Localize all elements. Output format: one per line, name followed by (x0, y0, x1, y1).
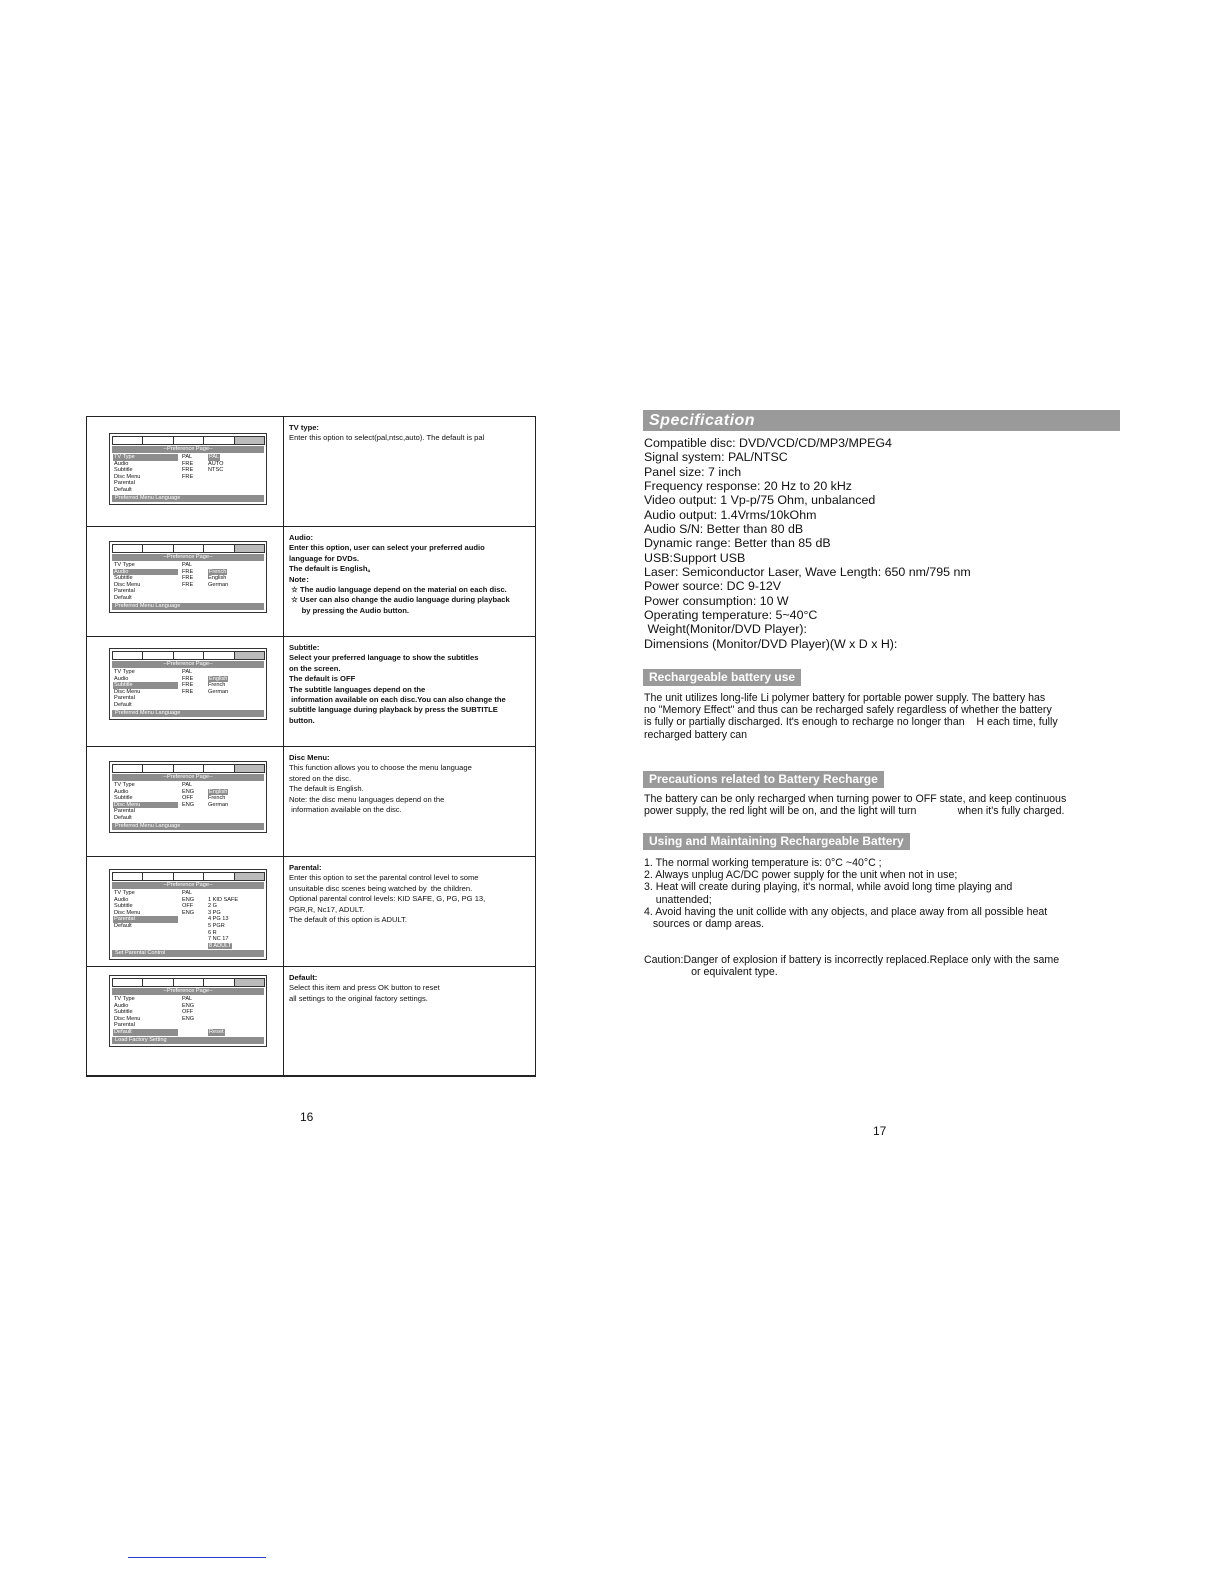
table-row (87, 857, 535, 967)
osd-item (112, 916, 264, 923)
osd-item (112, 1003, 264, 1010)
row-description-line: Optional parental control levels: KID SAFE, G, PG, PG 13, (289, 894, 486, 904)
osd-tab (203, 764, 234, 773)
osd-item-label: Subtitle (114, 467, 133, 474)
osd-banner: --Preference Page-- (112, 661, 264, 668)
osd-item (112, 676, 264, 683)
row-description (289, 533, 529, 616)
osd-item (112, 789, 264, 796)
osd-item-option: AUTO (208, 460, 224, 467)
table-row (87, 967, 535, 1077)
osd-item-label: Audio (114, 460, 129, 467)
osd-tab (112, 436, 143, 445)
osd-item (112, 1029, 264, 1036)
maintaining-text (644, 857, 1047, 930)
row-title: Subtitle: (289, 643, 320, 652)
paragraph-line: is fully or partially discharged. It's enough to recharge no longer than H each time, fully (644, 716, 1058, 729)
maintaining-heading: Using and Maintaining Rechargeable Battery (643, 833, 910, 850)
row-description (289, 643, 529, 726)
osd-item-option: French (209, 568, 227, 575)
osd-footer: Set Parental Control (112, 950, 264, 957)
osd-item-option: German (208, 688, 229, 695)
osd-item-option: 1 KID SAFE (208, 896, 239, 903)
osd-tab (234, 764, 265, 773)
osd-tab (173, 436, 204, 445)
column-divider (283, 417, 284, 526)
row-description (289, 863, 529, 925)
osd-item (112, 487, 264, 494)
row-description (289, 973, 529, 1004)
osd-banner: --Preference Page-- (112, 446, 264, 453)
osd-item-option: German (208, 581, 229, 588)
row-description-line: stored on the disc. (289, 773, 352, 783)
table-row (87, 417, 535, 527)
osd-item (112, 782, 264, 789)
osd-item-value: PAL (182, 454, 193, 460)
osd-item-label: TV Type (114, 890, 135, 896)
osd-item (112, 480, 264, 487)
osd-item-value: ENG (182, 896, 195, 903)
osd-item-label: Parental (114, 480, 135, 487)
row-description-line: button. (289, 715, 315, 725)
row-description (289, 753, 529, 815)
osd-items (112, 669, 264, 709)
osd-screen (109, 975, 267, 1047)
row-description (289, 423, 529, 444)
osd-screen (109, 761, 267, 833)
column-divider (283, 747, 284, 856)
osd-item (112, 461, 264, 468)
row-description-line: information available on each disc.You can also change the (289, 695, 506, 705)
osd-item-option: English (209, 675, 228, 682)
osd-footer: Preferred Menu Language (112, 823, 264, 830)
osd-item-value: FRE (182, 467, 194, 474)
osd-item (112, 903, 264, 910)
osd-item-option: German (208, 801, 229, 808)
table-row (87, 527, 535, 637)
precautions-heading: Precautions related to Battery Recharge (643, 771, 884, 788)
osd-item-value: OFF (182, 795, 194, 802)
osd-item-value: ENG (182, 801, 195, 808)
page-number-right: 17 (873, 1124, 887, 1138)
osd-tab (203, 544, 234, 553)
osd-item (112, 808, 264, 815)
row-description-line: PGR,R, Nc17, ADULT. (289, 904, 365, 914)
osd-item (112, 669, 264, 676)
osd-item-option: French (208, 795, 226, 802)
osd-tab (142, 544, 173, 553)
table-row (87, 747, 535, 857)
osd-tab (203, 436, 234, 445)
osd-tab (142, 872, 173, 881)
osd-tab (234, 436, 265, 445)
paragraph-line: The battery can be only recharged when turning power to OFF state, and keep continuous (644, 793, 1067, 805)
osd-item-label: Default (114, 594, 132, 601)
osd-item-value: OFF (182, 1009, 194, 1016)
spec-item: Audio S/N: Better than 80 dB (644, 522, 804, 537)
page-number-left: 16 (300, 1110, 314, 1124)
osd-tab (234, 544, 265, 553)
table-row (87, 637, 535, 747)
osd-item-label: Subtitle (114, 903, 133, 910)
osd-tab (112, 978, 143, 987)
osd-item (112, 890, 264, 897)
spec-item: Operating temperature: 5~40°C (644, 608, 818, 623)
osd-item (112, 1009, 264, 1016)
osd-tab (173, 872, 204, 881)
osd-item-value: FRE (182, 688, 194, 695)
osd-item-value: OFF (182, 903, 194, 910)
osd-item-label: Audio (114, 896, 129, 903)
row-title: Disc Menu: (289, 753, 330, 762)
row-title: TV type: (289, 423, 319, 432)
row-title: Audio: (289, 533, 314, 542)
osd-items (112, 782, 264, 822)
osd-item (112, 923, 264, 930)
underline-decoration (128, 1557, 266, 1558)
osd-item-label: Disc Menu (114, 909, 141, 916)
osd-footer: Load Factory Setting (112, 1037, 264, 1044)
row-description-line: all settings to the original factory settings. (289, 993, 428, 1003)
osd-items (112, 454, 264, 494)
osd-item-label: Disc Menu (114, 1015, 141, 1022)
osd-item (112, 689, 264, 696)
osd-item (112, 695, 264, 702)
osd-tab (234, 651, 265, 660)
osd-tab (173, 651, 204, 660)
row-description-line: The default is OFF (289, 674, 356, 684)
osd-tab (142, 978, 173, 987)
osd-item (112, 897, 264, 904)
osd-tabs (112, 872, 264, 881)
osd-item-label: Audio (114, 788, 129, 795)
osd-tab (112, 544, 143, 553)
osd-item-label: Parental (114, 588, 135, 595)
osd-item (112, 802, 264, 809)
row-description-line: Select this item and press OK button to reset (289, 983, 440, 993)
osd-item-option: English (209, 788, 228, 795)
caution-text (644, 954, 1059, 978)
osd-item-value: FRE (182, 460, 194, 467)
osd-screen (109, 648, 267, 720)
osd-item (112, 595, 264, 602)
spec-item: Audio output: 1.4Vrms/10kOhm (644, 507, 817, 522)
osd-item-label: Default (113, 1029, 178, 1036)
paragraph-line: or equivalent type. (644, 966, 778, 979)
osd-tab (142, 436, 173, 445)
osd-tabs (112, 764, 264, 773)
osd-footer: Preferred Menu Language (112, 495, 264, 502)
osd-item-label: Disc Menu (113, 802, 178, 809)
osd-tabs (112, 544, 264, 553)
osd-item (112, 682, 264, 689)
spec-item: Panel size: 7 inch (644, 464, 742, 479)
osd-item-option: 4 PG 13 (208, 916, 229, 923)
spec-item: Dynamic range: Better than 85 dB (644, 536, 831, 551)
osd-item-label: Parental (114, 695, 135, 702)
osd-footer: Preferred Menu Language (112, 710, 264, 717)
row-description-line: Note： (289, 574, 314, 584)
osd-item (112, 575, 264, 582)
osd-tab (234, 872, 265, 881)
osd-item-option: 6 R (208, 929, 217, 936)
osd-tab (234, 978, 265, 987)
osd-item-value: FRE (182, 675, 194, 682)
precautions-text (644, 793, 1066, 817)
settings-table (86, 416, 536, 1077)
list-item: sources or damp areas. (644, 918, 765, 931)
row-description-line: Enter this option to select(pal,ntsc,auto). The default is pal (289, 433, 485, 443)
row-description-line: Select your preferred language to show the subtitles (289, 653, 479, 663)
osd-tab (142, 651, 173, 660)
osd-item (112, 702, 264, 709)
osd-banner: --Preference Page-- (112, 988, 264, 995)
row-description-line: Note: the disc menu languages depend on the (289, 794, 445, 804)
osd-item-label: Audio (114, 1002, 129, 1009)
row-description-line: The default is English. (289, 784, 364, 794)
osd-tab (173, 764, 204, 773)
osd-item-label: Audio (114, 675, 129, 682)
column-divider (283, 527, 284, 636)
column-divider (283, 637, 284, 746)
osd-item-value: ENG (182, 788, 195, 795)
osd-item-value: ENG (182, 909, 195, 916)
paragraph-line: The unit utilizes long-life Li polymer battery for portable power supply. The battery has (644, 692, 1046, 704)
osd-item-option: PAL (209, 454, 220, 460)
osd-item-label: Subtitle (113, 682, 178, 689)
osd-item-label: Parental (114, 1022, 135, 1029)
osd-item (112, 930, 264, 937)
spec-item: USB:Support USB (644, 550, 746, 565)
row-description-line: This function allows you to choose the menu language (289, 763, 472, 773)
osd-item-label: Default (114, 814, 132, 821)
osd-item (112, 562, 264, 569)
osd-item (112, 936, 264, 943)
osd-tabs (112, 651, 264, 660)
row-description-line: The default is English。 (289, 564, 376, 574)
osd-screen (109, 541, 267, 613)
osd-item-value: PAL (182, 996, 193, 1002)
osd-banner: --Preference Page-- (112, 882, 264, 889)
osd-item-value: FRE (182, 473, 194, 480)
spec-item: Weight(Monitor/DVD Player): (644, 622, 807, 637)
battery-use-heading: Rechargeable battery use (643, 669, 801, 686)
specification-list (644, 436, 971, 651)
osd-item-value: FRE (182, 682, 194, 689)
osd-item-option: Reset (209, 1028, 224, 1035)
list-item: unattended; (644, 893, 712, 906)
osd-item (112, 474, 264, 481)
spec-item: Power source: DC 9-12V (644, 579, 782, 594)
osd-item-option: 2 G (208, 903, 218, 910)
osd-item-label: TV Type (114, 669, 135, 675)
osd-item-label: Disc Menu (114, 688, 141, 695)
spec-item: Power consumption: 10 W (644, 593, 789, 608)
osd-tabs (112, 436, 264, 445)
row-description-line: Enter this option, user can select your preferred audio (289, 543, 485, 553)
list-item: 2. Always unplug AC/DC power supply for the unit when not in use; (644, 869, 958, 882)
list-item: 3. Heat will create during playing, it's normal, while avoid long time playing and (644, 881, 1013, 894)
osd-footer: Preferred Menu Language (112, 603, 264, 610)
spec-item: Compatible disc: DVD/VCD/CD/MP3/MPEG4 (644, 436, 892, 450)
osd-tab (112, 764, 143, 773)
osd-item-label: Default (114, 486, 132, 493)
osd-item-value: ENG (182, 1002, 195, 1009)
paragraph-line: recharged battery can (644, 728, 748, 741)
osd-item-option: 7 NC 17 (208, 936, 229, 943)
spec-item: Dimensions (Monitor/DVD Player)(W x D x H): (644, 636, 898, 651)
osd-item (112, 454, 264, 461)
osd-item-label: Disc Menu (114, 581, 141, 588)
row-description-line: unsuitable disc scenes being watched by the children. (289, 883, 473, 893)
row-description-line: ☆ The audio language depend on the material on each disc. (289, 585, 507, 595)
osd-item (112, 569, 264, 576)
osd-item-value: FRE (182, 568, 194, 575)
osd-item (112, 996, 264, 1003)
osd-tabs (112, 978, 264, 987)
osd-item-label: TV Type (113, 454, 178, 461)
row-title: Parental: (289, 863, 322, 872)
paragraph-line: power supply, the red light will be on, and the light will turn when it's fully charged. (644, 805, 1065, 818)
osd-tab (112, 872, 143, 881)
osd-tab (142, 764, 173, 773)
osd-item (112, 1016, 264, 1023)
osd-item (112, 1022, 264, 1029)
osd-tab (112, 651, 143, 660)
osd-item-option: 3 PG (208, 909, 221, 916)
osd-item-option: English (208, 575, 227, 582)
osd-item (112, 815, 264, 822)
osd-item-label: Subtitle (114, 795, 133, 802)
osd-tab (203, 872, 234, 881)
osd-item-label: Subtitle (114, 575, 133, 582)
osd-item (112, 795, 264, 802)
osd-item (112, 943, 264, 950)
osd-item-label: TV Type (114, 996, 135, 1002)
column-divider (283, 857, 284, 966)
osd-item-value: FRE (182, 581, 194, 588)
osd-item-value: PAL (182, 669, 193, 675)
row-description-line: subtitle language during playback by press the SUBTITLE (289, 705, 498, 715)
osd-item-label: Parental (113, 916, 178, 923)
osd-item-value: PAL (182, 782, 193, 788)
osd-item-value: FRE (182, 575, 194, 582)
osd-item-label: TV Type (114, 782, 135, 788)
osd-item-label: Subtitle (114, 1009, 133, 1016)
osd-item-option: NTSC (208, 467, 224, 474)
osd-item-label: Disc Menu (114, 473, 141, 480)
osd-item-label: Default (114, 701, 132, 708)
osd-tab (203, 651, 234, 660)
osd-banner: --Preference Page-- (112, 554, 264, 561)
spec-item: Signal system: PAL/NTSC (644, 450, 788, 465)
row-description-line: ☆ User can also change the audio language during playback (289, 595, 510, 605)
osd-item (112, 588, 264, 595)
osd-items (112, 996, 264, 1036)
battery-use-text (644, 692, 1058, 741)
row-description-line: Enter this option to set the parental control level to some (289, 873, 479, 883)
osd-items (112, 890, 264, 949)
spec-item: Video output: 1 Vp-p/75 Ohm, unbalanced (644, 493, 876, 508)
list-item: 4. Avoid having the unit collide with any objects, and place away from all possible heat (644, 905, 1048, 918)
osd-item (112, 582, 264, 589)
osd-items (112, 562, 264, 602)
row-description-line: language for DVDs. (289, 553, 360, 563)
osd-item-label: Parental (114, 808, 135, 815)
osd-item (112, 910, 264, 917)
osd-item-label: TV Type (114, 562, 135, 568)
osd-item-value: PAL (182, 890, 193, 896)
osd-item-option: 5 PGR (208, 922, 225, 929)
osd-tab (203, 978, 234, 987)
osd-banner: --Preference Page-- (112, 774, 264, 781)
osd-screen (109, 433, 267, 505)
list-item: 1. The normal working temperature is: 0°C ~40°C ; (644, 857, 882, 869)
osd-item (112, 467, 264, 474)
spec-item: Laser: Semiconductor Laser, Wave Length: 650 nm/795 nm (644, 565, 971, 580)
row-title: Default: (289, 973, 318, 982)
specification-heading: Specification (643, 410, 1120, 431)
osd-tab (173, 544, 204, 553)
spec-item: Frequency response: 20 Hz to 20 kHz (644, 479, 852, 494)
column-divider (283, 967, 284, 1075)
paragraph-line: Caution:Danger of explosion if battery is incorrectly replaced.Replace only with the same (644, 954, 1060, 966)
row-description-line: The subtitle languages depend on the (289, 684, 426, 694)
osd-tab (173, 978, 204, 987)
osd-item-label: Default (114, 922, 132, 929)
row-description-line: The default of this option is ADULT. (289, 915, 408, 925)
osd-item-option: French (208, 682, 226, 689)
osd-item-label: Audio (113, 569, 178, 576)
paragraph-line: no "Memory Effect" and thus can be recharged safely regardless of whether the battery (644, 704, 1052, 717)
osd-item-option: 8 ADULT (209, 942, 232, 949)
osd-item-value: PAL (182, 562, 193, 568)
row-description-line: by pressing the Audio button. (289, 605, 409, 615)
row-description-line: information available on the disc. (289, 805, 402, 815)
row-description-line: on the screen. (289, 663, 341, 673)
osd-item-value: ENG (182, 1015, 195, 1022)
osd-screen (109, 869, 267, 960)
